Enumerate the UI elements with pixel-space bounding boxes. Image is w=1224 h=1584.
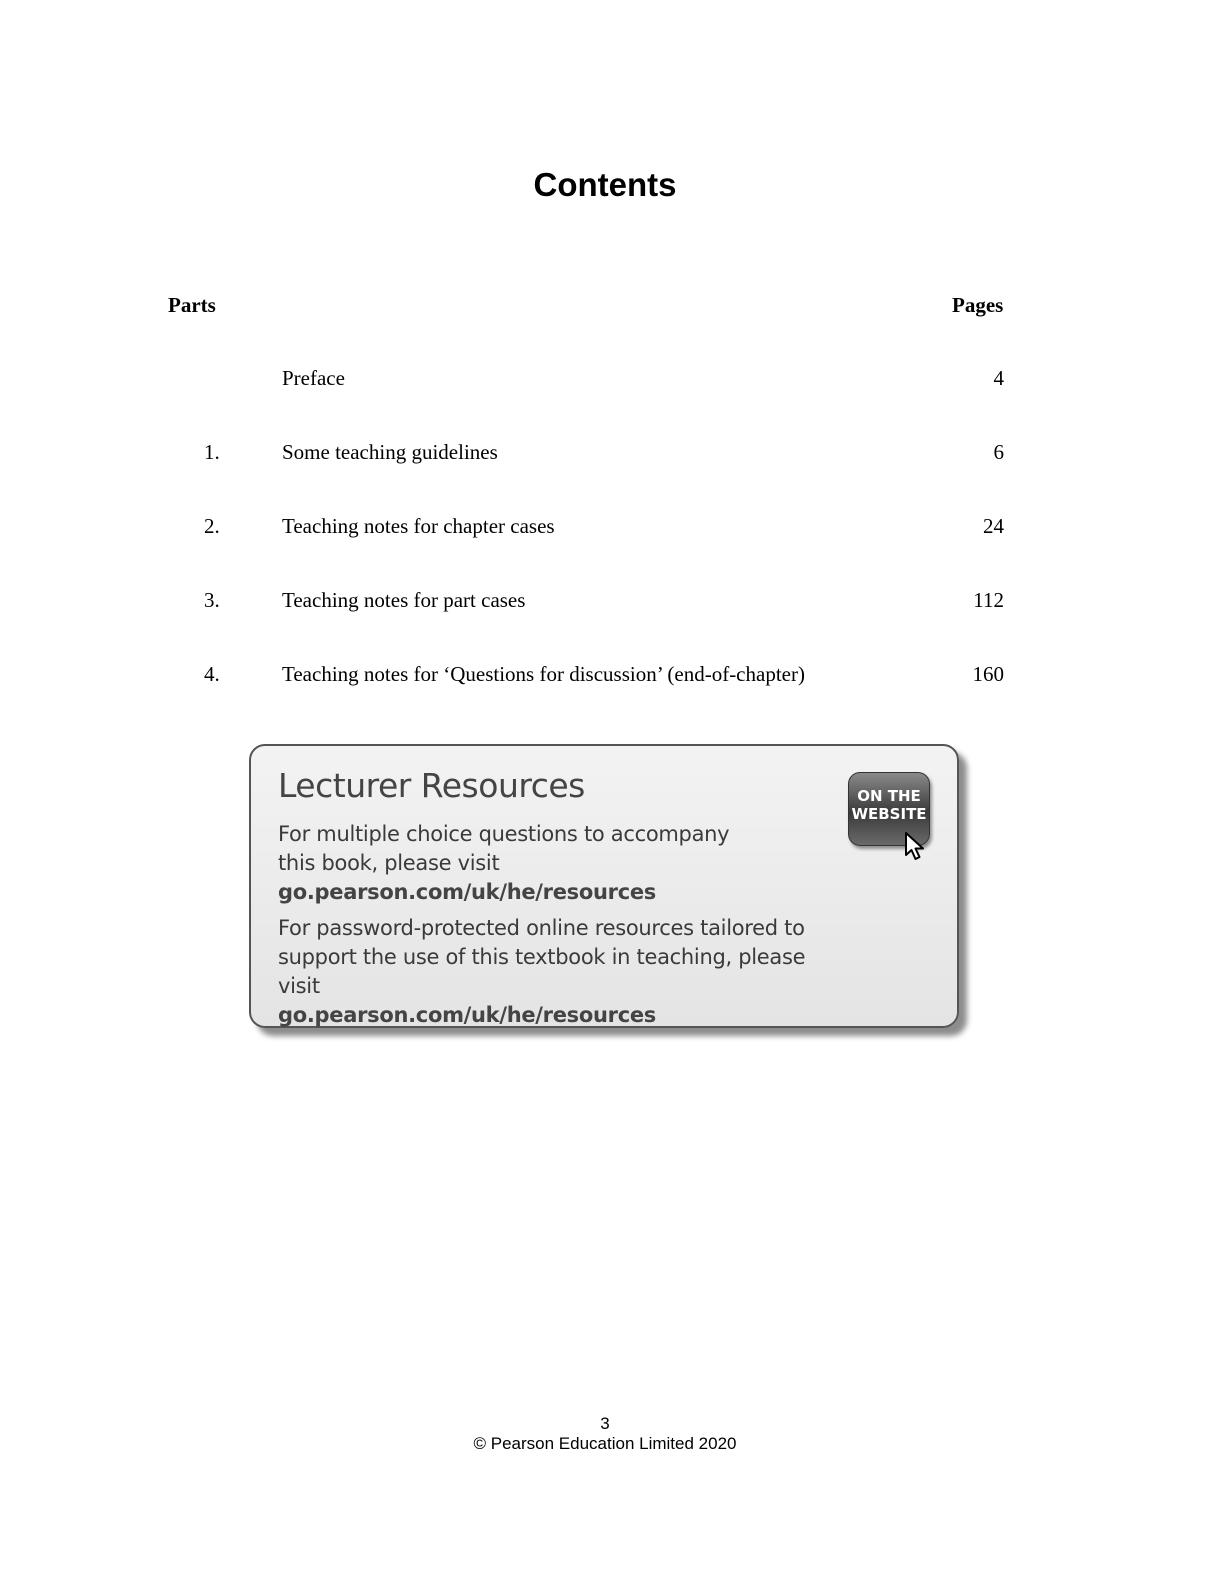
page-number: 3 — [600, 1414, 610, 1433]
lecturer-resources-heading: Lecturer Resources — [278, 766, 585, 805]
toc-entry-number: 1. — [204, 440, 220, 464]
toc-entry-page: 6 — [993, 440, 1004, 464]
toc-entry-2[interactable] — [0, 514, 1224, 544]
toc-entry-label: Teaching notes for chapter cases — [282, 514, 555, 538]
toc-entry-page: 24 — [983, 514, 1004, 538]
cursor-arrow-icon — [903, 831, 929, 863]
lecturer-resources-box — [249, 744, 959, 1028]
toc-entry-4[interactable] — [0, 662, 1224, 692]
copyright-notice: © Pearson Education Limited 2020 — [473, 1434, 737, 1453]
page-title: Contents — [533, 166, 677, 203]
resources-paragraph-mcq — [278, 820, 748, 907]
badge-line-1: ON THE — [857, 787, 921, 805]
toc-entry-label: Some teaching guidelines — [282, 440, 498, 464]
toc-entry-number: 4. — [204, 662, 220, 686]
toc-entry-3[interactable] — [0, 588, 1224, 618]
resources-text-online: For password-protected online resources tailored to support the use of this textbook in teaching, please visit — [278, 916, 806, 998]
on-the-website-badge[interactable] — [848, 772, 930, 846]
toc-entry-preface[interactable] — [0, 366, 1224, 396]
badge-line-2: WEBSITE — [851, 805, 927, 823]
pages-column-header: Pages — [952, 293, 1004, 317]
toc-entry-page: 160 — [972, 662, 1004, 686]
toc-entry-label: Teaching notes for part cases — [282, 588, 526, 612]
resources-text-mcq: For multiple choice questions to accompany this book, please visit — [278, 822, 730, 875]
toc-entry-number: 2. — [204, 514, 220, 538]
toc-entry-page: 112 — [973, 588, 1004, 612]
toc-entry-label: Preface — [282, 366, 345, 390]
toc-entry-1[interactable] — [0, 440, 1224, 470]
resources-link-mcq[interactable]: go.pearson.com/uk/he/resources — [278, 880, 656, 904]
toc-entry-page: 4 — [993, 366, 1004, 390]
parts-column-header: Parts — [168, 293, 216, 317]
toc-entry-number: 3. — [204, 588, 220, 612]
toc-entry-label: Teaching notes for ‘Questions for discussion’ (end-of-chapter) — [282, 662, 805, 686]
resources-paragraph-online — [278, 914, 838, 1030]
resources-link-online[interactable]: go.pearson.com/uk/he/resources — [278, 1003, 656, 1027]
